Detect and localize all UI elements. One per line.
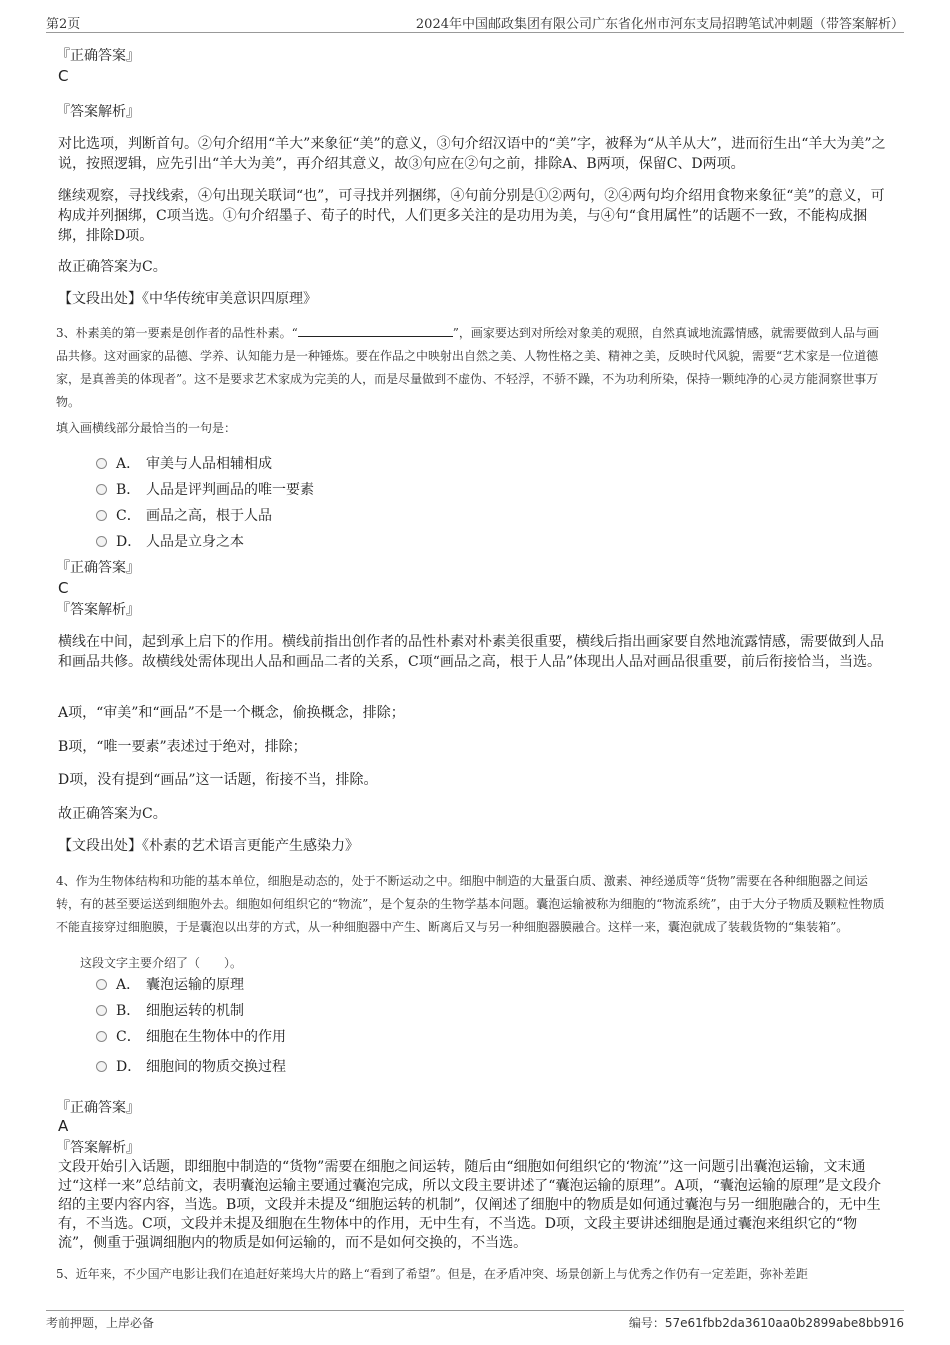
q4-option-b[interactable]: B． 细胞运转的机制	[96, 1001, 244, 1021]
radio-icon[interactable]	[96, 1005, 107, 1016]
q4-answer: A	[58, 1117, 69, 1135]
footer-divider	[46, 1310, 904, 1311]
q2-source: 【文段出处】《中华传统审美意识四原理》	[58, 291, 317, 307]
q3-option-d[interactable]: D． 人品是立身之本	[96, 532, 244, 552]
page-header	[0, 0, 950, 32]
q2-answer-label: 『正确答案』	[56, 48, 140, 64]
radio-icon[interactable]	[96, 458, 107, 469]
q3-stem	[56, 322, 890, 414]
q4-answer-label: 『正确答案』	[56, 1100, 140, 1116]
q2-conclusion: 故正确答案为C。	[58, 259, 167, 275]
q3-source: 【文段出处】《朴素的艺术语言更能产生感染力》	[58, 838, 359, 854]
q3-fill-blank	[298, 324, 453, 337]
q5-stem: 5、近年来，不少国产电影让我们在追赶好莱坞大片的路上“看到了希望”。但是，在矛盾冲突、场景创新上与优秀之作仍有一定差距，弥补差距	[56, 1267, 808, 1281]
q4-option-c[interactable]: C． 细胞在生物体中的作用	[96, 1027, 286, 1047]
q3-answer-label: 『正确答案』	[56, 560, 140, 576]
q3-analysis-d: D项，没有提到“画品”这一话题，衔接不当，排除。	[58, 772, 378, 788]
q4-prompt: 这段文字主要介绍了（ ）。	[80, 956, 243, 970]
q3-stem-after: ”，画家要达到对所绘对象美的观照，自然真诚地流露情感，就需要做到人品与画品共修。这对画家的品德、学养、认知能力是一种锤炼。要在作品之中映射出自然之美、人物性格之美、精神之美，反映时代风貌，需要“艺术家是一位道德家，是真善美的体现者”。这不是要求艺术家成为完美的人，而是尽量做到不虚伪、不轻浮，不骄不躁，不为功利所染，保持一颗纯净的心灵方能洞察世事万物。	[56, 326, 879, 409]
radio-icon[interactable]	[96, 1031, 107, 1042]
q3-analysis-label: 『答案解析』	[56, 602, 140, 618]
q4-analysis-label: 『答案解析』	[56, 1140, 140, 1156]
q4-analysis: 文段开始引入话题，即细胞中制造的“货物”需要在细胞之间运转，随后由“细胞如何组织它的‘物流’”这一问题引出囊泡运输，文末通过“这样一来”总结前文，表明囊泡运输主要通过囊泡完成，所以文段主要讲述了“囊泡运输的原理”。A项，“囊泡运输的原理”是文段介绍的主要内容内容，当选。B项，文段并未提及“细胞运转的机制”，仅阐述了细胞中的物质是如何通过囊泡与另一细胞融合的，无中生有，不当选。C项，文段并未提及细胞在生物体中的作用，无中生有，不当选。D项，文段主要讲述细胞是通过囊泡来组织它的“物流”，侧重于强调细胞内的物质是如何运输的，而不是如何交换的，不当选。	[58, 1159, 882, 1251]
q2-analysis-p1: 对比选项，判断首句。②句介绍用“羊大”来象征“美”的意义，③句介绍汉语中的“美”字，被释为“从羊从大”，进而衍生出“羊大为美”之说，按照逻辑，应先引出“羊大为美”，再介绍其意义，故③句应在②句之前，排除A、B两项，保留C、D两项。	[58, 136, 886, 172]
q3-conclusion: 故正确答案为C。	[58, 806, 167, 822]
q3-option-c[interactable]: C． 画品之高，根于人品	[96, 506, 272, 526]
q4-option-d[interactable]: D． 细胞间的物质交换过程	[96, 1057, 286, 1077]
q4-stem: 4、作为生物体结构和功能的基本单位，细胞是动态的，处于不断运动之中。细胞中制造的大量蛋白质、激素、神经递质等“货物”需要在各种细胞器之间运转，有的甚至要运送到细胞外去。细胞如何组织它的“物流”，是个复杂的生物学基本问题。囊泡运输被称为细胞的“物流系统”，由于大分子物质及颗粒性物质不能直接穿过细胞膜，于是囊泡以出芽的方式，从一种细胞器中产生、断离后又与另一种细胞器膜融合。这样一来，囊泡就成了装载货物的“集装箱”。	[56, 874, 885, 934]
radio-icon[interactable]	[96, 510, 107, 521]
q3-option-b[interactable]: B． 人品是评判画品的唯一要素	[96, 480, 314, 500]
q2-answer: C	[58, 67, 69, 85]
q4-option-a[interactable]: A． 囊泡运输的原理	[96, 975, 244, 995]
q3-option-a[interactable]: A． 审美与人品相辅相成	[96, 454, 272, 474]
q2-analysis-label: 『答案解析』	[56, 104, 140, 120]
q3-stem-before: 3、朴素美的第一要素是创作者的品性朴素。“	[56, 326, 298, 340]
radio-icon[interactable]	[96, 536, 107, 547]
q3-analysis-b: B项，“唯一要素”表述过于绝对，排除；	[58, 739, 307, 755]
radio-icon[interactable]	[96, 979, 107, 990]
q3-analysis-a: A项，“审美”和“画品”不是一个概念，偷换概念，排除；	[58, 705, 405, 721]
q3-prompt: 填入画横线部分最恰当的一句是：	[56, 421, 237, 435]
page-number: 第2页	[46, 17, 81, 32]
q3-analysis-p1: 横线在中间，起到承上启下的作用。横线前指出创作者的品性朴素对朴素美很重要，横线后指出画家要自然地流露情感，需要做到人品和画品共修。故横线处需体现出人品和画品二者的关系，C项“画品之高，根于人品”体现出人品对画品很重要，前后衔接恰当，当选。	[58, 634, 884, 670]
footer-slogan: 考前押题，上岸必备	[46, 1316, 155, 1330]
radio-icon[interactable]	[96, 484, 107, 495]
footer-code: 编号：57e61fbb2da3610aa0b2899abe8bb916	[628, 1316, 904, 1330]
radio-icon[interactable]	[96, 1061, 107, 1072]
q3-answer: C	[58, 579, 69, 597]
header-divider	[46, 32, 904, 33]
document-title: 2024年中国邮政集团有限公司广东省化州市河东支局招聘笔试冲刺题（带答案解析）	[415, 17, 904, 32]
q2-analysis-p2: 继续观察，寻找线索，④句出现关联词“也”，可寻找并列捆绑，④句前分别是①②两句，②④两句均介绍用食物来象征“美”的意义，可构成并列捆绑，C项当选。①句介绍墨子、荀子的时代，人们更多关注的是功用为美，与④句“食用属性”的话题不一致，不能构成捆绑，排除D项。	[58, 188, 885, 244]
